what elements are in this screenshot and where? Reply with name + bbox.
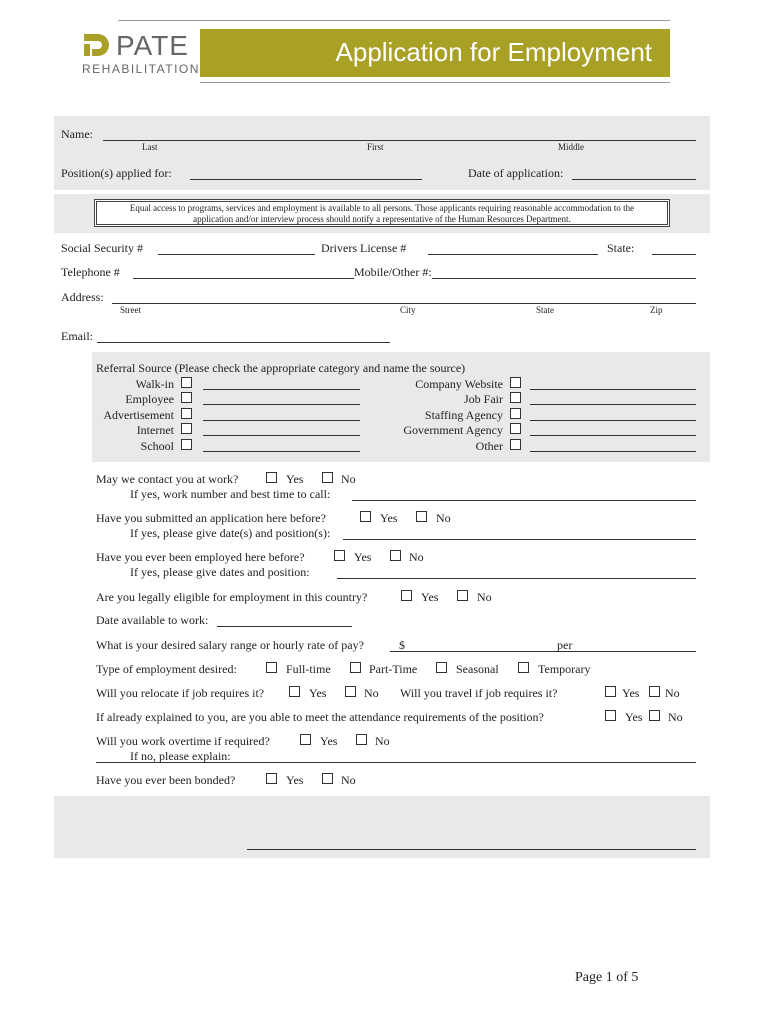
q-attendance-no-checkbox[interactable] [649, 710, 660, 721]
q-relocate-no-checkbox[interactable] [345, 686, 356, 697]
referral-other-line[interactable] [530, 451, 696, 452]
q-overtime-no-checkbox[interactable] [356, 734, 367, 745]
q-submitted-no-checkbox[interactable] [416, 511, 427, 522]
q-employed-no-checkbox[interactable] [390, 550, 401, 561]
email-label: Email: [61, 329, 93, 343]
logo-mark [82, 32, 112, 58]
q-bonded-no-label: No [341, 773, 356, 787]
q-bonded-yes-label: Yes [286, 773, 304, 787]
referral-government-checkbox[interactable] [510, 423, 521, 434]
referral-jobfair-line[interactable] [530, 404, 696, 405]
q-submitted-before: Have you submitted an application here before? [96, 511, 326, 525]
q-overtime-no-label: No [375, 734, 390, 748]
position-label: Position(s) applied for: [61, 166, 172, 180]
q-submitted-no-label: No [436, 511, 451, 525]
email-line[interactable] [97, 342, 390, 343]
license-line[interactable] [428, 254, 598, 255]
brand-name: PATE [116, 30, 189, 61]
referral-other-label: Other [475, 439, 503, 453]
q-contact-work-yes-checkbox[interactable] [266, 472, 277, 483]
telephone-label: Telephone # [61, 265, 120, 279]
ssn-label: Social Security # [61, 241, 143, 255]
q-salary-line[interactable] [390, 651, 696, 652]
q-overtime-line[interactable] [96, 762, 696, 763]
referral-walkin-line[interactable] [203, 389, 360, 390]
q-employment-type: Type of employment desired: [96, 662, 237, 676]
page-title: Application for Employment [335, 37, 652, 67]
q-type-temporary-label: Temporary [538, 662, 591, 676]
q-salary: What is your desired salary range or hourly rate of pay? [96, 638, 364, 652]
date-application-line[interactable] [572, 179, 696, 180]
referral-walkin-label: Walk-in [135, 377, 174, 391]
q-travel: Will you travel if job requires it? [400, 686, 558, 700]
address-sub-street: Street [120, 305, 141, 315]
referral-walkin-checkbox[interactable] [181, 377, 192, 388]
bottom-signature-line[interactable] [247, 849, 696, 850]
q-eligible-yes-checkbox[interactable] [401, 590, 412, 601]
referral-internet-label: Internet [136, 423, 174, 437]
q-travel-no-label: No [665, 686, 680, 700]
q-contact-work-line[interactable] [352, 500, 696, 501]
q-type-parttime-checkbox[interactable] [350, 662, 361, 673]
notice-text: Equal access to programs, services and employment is available to all persons. Those applicants requiring reasonable accommodation to the application and/or interview process should notify a representative of the Human Resources Department. [129, 203, 635, 224]
q-contact-work-yes-label: Yes [286, 472, 304, 486]
q-attendance-yes-checkbox[interactable] [605, 710, 616, 721]
q-employed-no-label: No [409, 550, 424, 564]
address-line[interactable] [112, 303, 696, 304]
mobile-label: Mobile/Other #: [354, 265, 432, 279]
header-top-rule [118, 20, 670, 21]
referral-school-line[interactable] [203, 451, 360, 452]
header-bottom-rule [200, 82, 670, 83]
ssn-line[interactable] [158, 254, 315, 255]
referral-employee-checkbox[interactable] [181, 392, 192, 403]
referral-employee-line[interactable] [203, 404, 360, 405]
q-bonded: Have you ever been bonded? [96, 773, 236, 787]
referral-jobfair-label: Job Fair [464, 392, 503, 406]
q-employed-line[interactable] [337, 578, 696, 579]
q-type-seasonal-checkbox[interactable] [436, 662, 447, 673]
brand-subtitle: REHABILITATION [82, 62, 200, 76]
address-sub-city: City [400, 305, 416, 315]
referral-internet-line[interactable] [203, 435, 360, 436]
referral-jobfair-checkbox[interactable] [510, 392, 521, 403]
address-label: Address: [61, 290, 104, 304]
position-input-line[interactable] [190, 179, 422, 180]
address-sub-zip: Zip [650, 305, 663, 315]
q-submitted-yes-label: Yes [380, 511, 398, 525]
referral-website-checkbox[interactable] [510, 377, 521, 388]
q-attendance-yes-label: Yes [625, 710, 643, 724]
q-travel-yes-label: Yes [622, 686, 640, 700]
referral-other-checkbox[interactable] [510, 439, 521, 450]
address-sub-state: State [536, 305, 554, 315]
name-sub-first: First [367, 142, 384, 152]
title-banner [200, 29, 670, 77]
referral-school-label: School [140, 439, 174, 453]
q-overtime-yes-label: Yes [320, 734, 338, 748]
q-overtime: Will you work overtime if required? [96, 734, 270, 748]
q-relocate-yes-checkbox[interactable] [289, 686, 300, 697]
q-employed-sub: If yes, please give dates and position: [130, 565, 310, 579]
q-attendance-no-label: No [668, 710, 683, 724]
q-eligible: Are you legally eligible for employment in this country? [96, 590, 368, 604]
q-relocate: Will you relocate if job requires it? [96, 686, 265, 700]
referral-heading: Referral Source (Please check the appropriate category and name the source) [96, 361, 466, 375]
referral-staffing-line[interactable] [530, 420, 696, 421]
q-type-temporary-checkbox[interactable] [518, 662, 529, 673]
referral-internet-checkbox[interactable] [181, 423, 192, 434]
state-label: State: [607, 241, 635, 255]
q-eligible-no-checkbox[interactable] [457, 590, 468, 601]
q-relocate-yes-label: Yes [309, 686, 327, 700]
q-contact-work-sub: If yes, work number and best time to call: [130, 487, 331, 501]
q-travel-no-checkbox[interactable] [649, 686, 660, 697]
referral-government-label: Government Agency [403, 423, 503, 437]
referral-advertisement-label: Advertisement [103, 408, 174, 422]
name-sub-last: Last [142, 142, 158, 152]
referral-staffing-label: Staffing Agency [424, 408, 503, 422]
q-eligible-no-label: No [477, 590, 492, 604]
referral-school-checkbox[interactable] [181, 439, 192, 450]
q-date-available: Date available to work: [96, 613, 209, 627]
q-type-parttime-label: Part-Time [369, 662, 418, 676]
referral-advertisement-checkbox[interactable] [181, 408, 192, 419]
page-number: Page 1 of 5 [575, 970, 639, 985]
referral-government-line[interactable] [530, 435, 696, 436]
q-bonded-no-checkbox[interactable] [322, 773, 333, 784]
q-submitted-yes-checkbox[interactable] [360, 511, 371, 522]
state-line[interactable] [652, 254, 696, 255]
q-overtime-sub: If no, please explain: [130, 749, 231, 763]
q-travel-yes-checkbox[interactable] [605, 686, 616, 697]
q-employed-yes-label: Yes [354, 550, 372, 564]
name-sub-middle: Middle [558, 142, 584, 152]
referral-advertisement-line[interactable] [203, 420, 360, 421]
license-label: Drivers License # [321, 241, 407, 255]
referral-website-line[interactable] [530, 389, 696, 390]
q-bonded-yes-checkbox[interactable] [266, 773, 277, 784]
q-salary-per: per [557, 638, 573, 652]
q-employed-yes-checkbox[interactable] [334, 550, 345, 561]
q-salary-dollar: $ [399, 638, 405, 652]
q-type-seasonal-label: Seasonal [456, 662, 499, 676]
q-submitted-sub: If yes, please give date(s) and position(s): [130, 526, 331, 540]
q-type-fulltime-label: Full-time [286, 662, 331, 676]
q-contact-work: May we contact you at work? [96, 472, 239, 486]
q-relocate-no-label: No [364, 686, 379, 700]
name-label: Name: [61, 127, 93, 141]
referral-website-label: Company Website [415, 377, 503, 391]
q-submitted-line[interactable] [343, 539, 696, 540]
q-eligible-yes-label: Yes [421, 590, 439, 604]
notice-box [94, 199, 670, 227]
name-input-line[interactable] [103, 140, 696, 141]
q-contact-work-no-label: No [341, 472, 356, 486]
q-contact-work-no-checkbox[interactable] [322, 472, 333, 483]
date-application-label: Date of application: [468, 166, 564, 180]
referral-employee-label: Employee [125, 392, 174, 406]
q-type-fulltime-checkbox[interactable] [266, 662, 277, 673]
q-overtime-yes-checkbox[interactable] [300, 734, 311, 745]
q-attendance: If already explained to you, are you able to meet the attendance requirements of the position? [96, 710, 544, 724]
q-date-available-line[interactable] [217, 626, 352, 627]
referral-staffing-checkbox[interactable] [510, 408, 521, 419]
q-employed-before: Have you ever been employed here before? [96, 550, 305, 564]
